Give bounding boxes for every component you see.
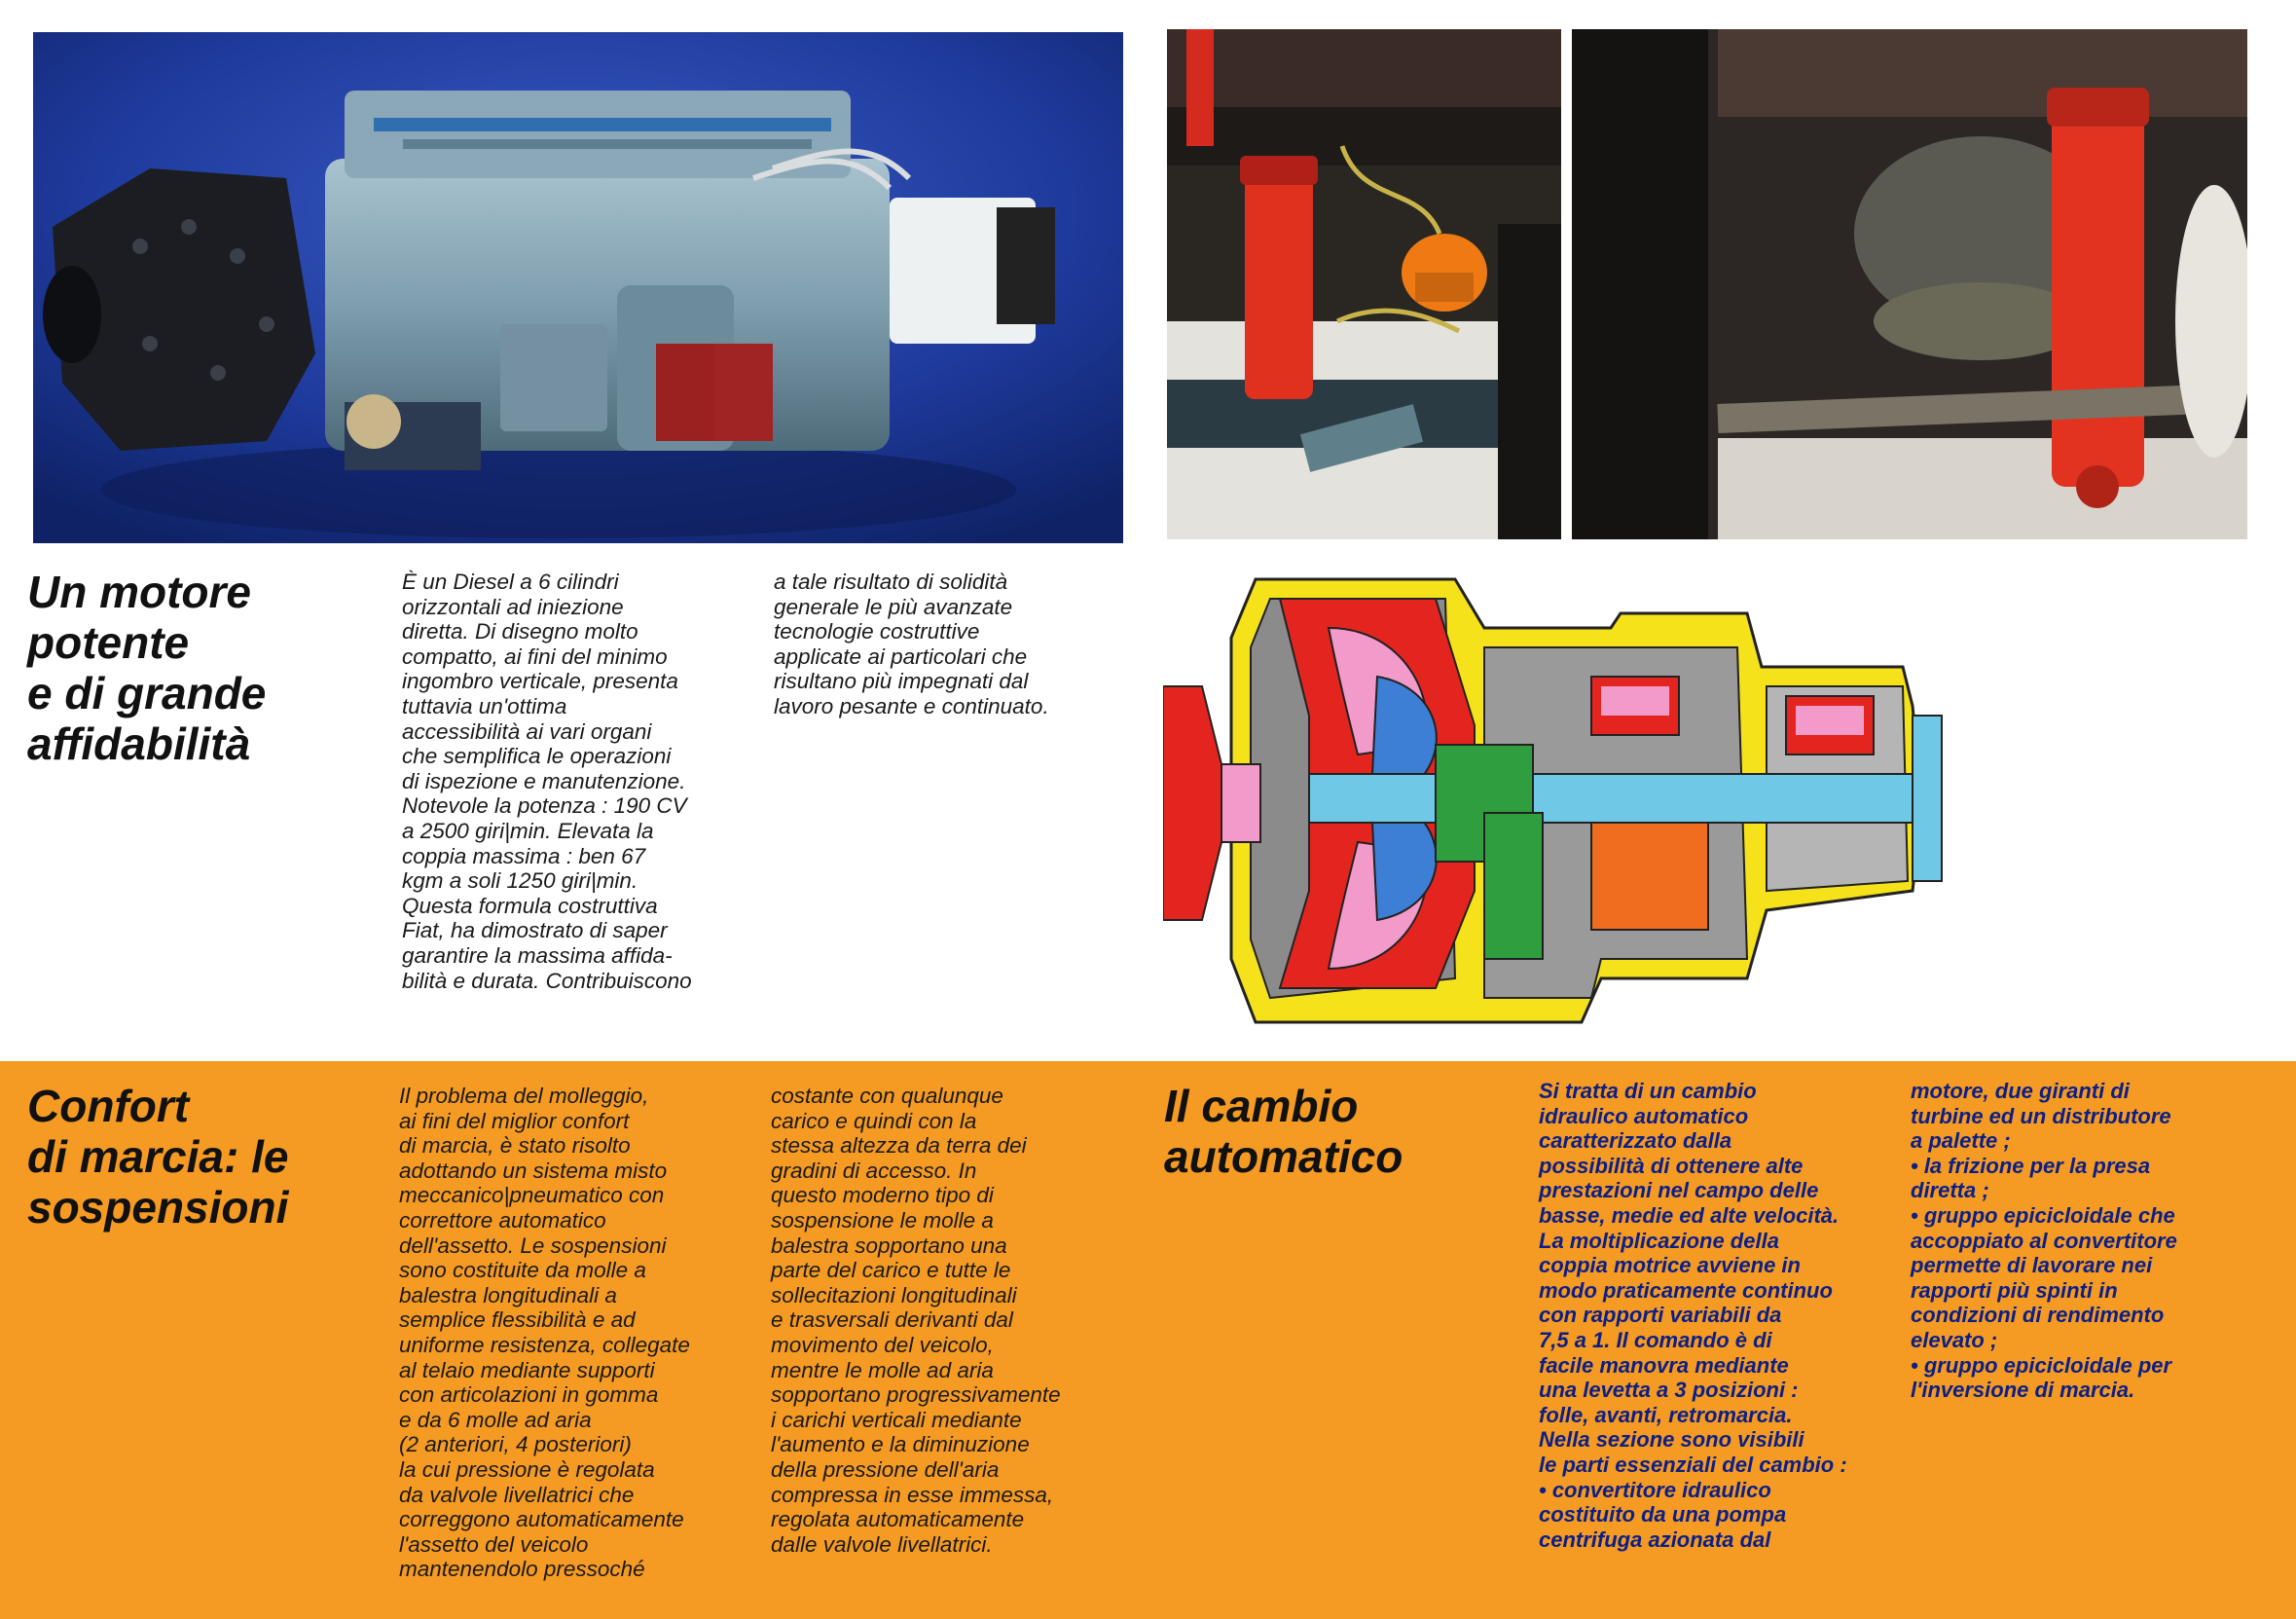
suspension-text-column-1: Il problema del molleggio, ai fini del miglior confort di marcia, è stato risolto adottando un sistema misto meccanico|pneumatico con correttore automatico dell'assetto. Le sospensioni sono costituite da molle a balestra longitudinali a semplice flessibilità e ad uniforme resistenza, collegate al telaio mediante supporti con articolazioni in gomma e da 6 molle ad aria (2 anteriori, 4 posteriori) la cui pressione è regolata da valvole livellatrici che correggono automaticamente l'assetto del veicolo mantenendolo pressoché: [399, 1084, 690, 1582]
engine-photo: [33, 32, 1123, 543]
gearbox-text-column-2: motore, due giranti di turbine ed un distributore a palette ; • la frizione per la presa diretta ; • gruppo epicicloidale che accoppiato al convertitore permette di lavorare nei rapporti più spinti in condizioni di rendimento elevato ; • gruppo epicicloidale per l'inversione di marcia.: [1911, 1079, 2177, 1403]
suspension-heading: Confort di marcia: le sospensioni: [27, 1081, 289, 1233]
gearbox-cross-section-diagram: [1163, 570, 1947, 1027]
engine-text-column-1: È un Diesel a 6 cilindri orizzontali ad iniezione diretta. Di disegno molto compatto, ai fini del minimo ingombro verticale, presenta tuttavia un'ottima accessibilità ai vari organi che semplifica le operazioni di ispezione e manutenzione. Notevole la potenza : 190 CV a 2500 giri|min. Elevata la coppia massima : ben 67 kgm a soli 1250 giri|min. Questa formula costruttiva Fiat, ha dimostrato di saper garantire la massima affida- bilità e durata. Contribuiscono: [402, 570, 692, 993]
suspension-photo-rear: [1572, 29, 2247, 539]
suspension-text-column-2: costante con qualunque carico e quindi con la stessa altezza da terra dei gradini di accesso. In questo moderno tipo di sospensione le molle a balestra sopportano una parte del carico e tutte le sollecitazioni longitudinali e trasversali derivanti dal movimento del veicolo, mentre le molle ad aria sopportano progressivamente i carichi verticali mediante l'aumento e la diminuzione della pressione dell'aria compressa in esse immessa, regolata automaticamente dalle valvole livellatrici.: [771, 1084, 1061, 1557]
engine-heading: Un motore potente e di grande affidabilità: [27, 567, 267, 769]
gearbox-text-column-1: Si tratta di un cambio idraulico automatico caratterizzato dalla possibilità di ottenere alte prestazioni nel campo delle basse, medie ed alte velocità. La moltiplicazione della coppia motrice avviene in modo praticamente continuo con rapporti variabili da 7,5 a 1. Il comando è di facile manovra mediante una levetta a 3 posizioni : folle, avanti, retromarcia. Nella sezione sono visibili le parti essenziali del cambio : • convertitore idraulico costituito da una pompa centrifuga azionata dal: [1539, 1079, 1847, 1552]
suspension-photo-front: [1167, 29, 1561, 539]
gearbox-heading: Il cambio automatico: [1164, 1081, 1403, 1182]
engine-text-column-2: a tale risultato di solidità generale le più avanzate tecnologie costruttive applicate ai particolari che risultano più impegnati dal lavoro pesante e continuato.: [774, 570, 1049, 718]
